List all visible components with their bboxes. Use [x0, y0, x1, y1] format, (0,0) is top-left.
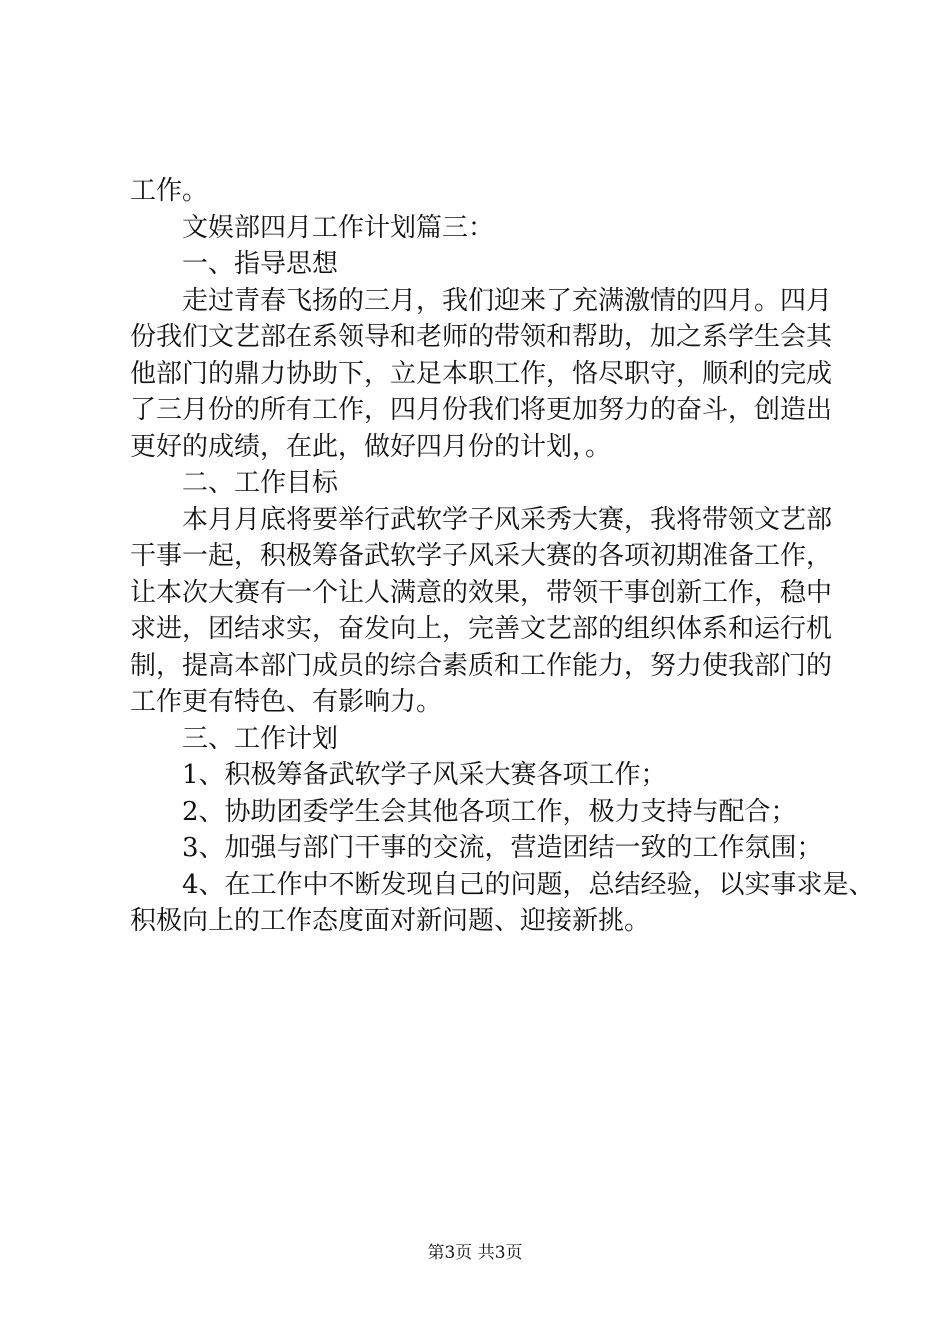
- section-heading: 一、指导思想: [182, 249, 339, 279]
- text-line: 了三月份的所有工作，四月份我们将更加努力的奋斗，创造出: [130, 395, 833, 425]
- list-item: 2、协助团委学生会其他各项工作，极力支持与配合；: [182, 796, 797, 827]
- text-line: 工作更有特色、有影响力。: [130, 687, 443, 717]
- text-line: 让本次大赛有一个让人满意的效果，带领干事创新工作，稳中: [130, 577, 833, 608]
- text-line: 走过青春飞扬的三月，我们迎来了充满激情的四月。四月: [182, 285, 833, 316]
- section-heading: 三、工作计划: [182, 723, 339, 754]
- text-line: 工作。: [130, 176, 209, 206]
- text-line: 更好的成绩，在此，做好四月份的计划，。: [130, 431, 612, 462]
- section-heading: 文娱部四月工作计划篇三：: [182, 212, 495, 243]
- text-line: 制，提高本部门成员的综合素质和工作能力，努力使我部门的: [130, 650, 833, 681]
- section-heading: 二、工作目标: [182, 468, 339, 498]
- text-line: 份我们文艺部在系领导和老师的带领和帮助，加之系学生会其: [130, 322, 833, 352]
- document-body: [130, 173, 875, 940]
- list-item: 1、积极筹备武软学子风采大赛各项工作；: [182, 760, 667, 790]
- page-number-footer: 第3页 共3页: [427, 1243, 523, 1263]
- list-item: 3、加强与部门干事的交流，营造团结一致的工作氛围；: [182, 833, 823, 863]
- list-item: 4、在工作中不断发现自己的问题，总结经验，以实事求是、: [182, 869, 875, 900]
- text-line: 他部门的鼎力协助下，立足本职工作，恪尽职守，顺利的完成: [130, 358, 833, 389]
- text-line: 求进，团结求实，奋发向上，完善文艺部的组织体系和运行机: [130, 614, 833, 644]
- text-line: 积极向上的工作态度面对新问题、迎接新挑。: [130, 906, 651, 936]
- text-line: 本月月底将要举行武软学子风采秀大赛，我将带领文艺部: [182, 504, 833, 535]
- text-line: 干事一起，积极筹备武软学子风采大赛的各项初期准备工作，: [130, 541, 833, 571]
